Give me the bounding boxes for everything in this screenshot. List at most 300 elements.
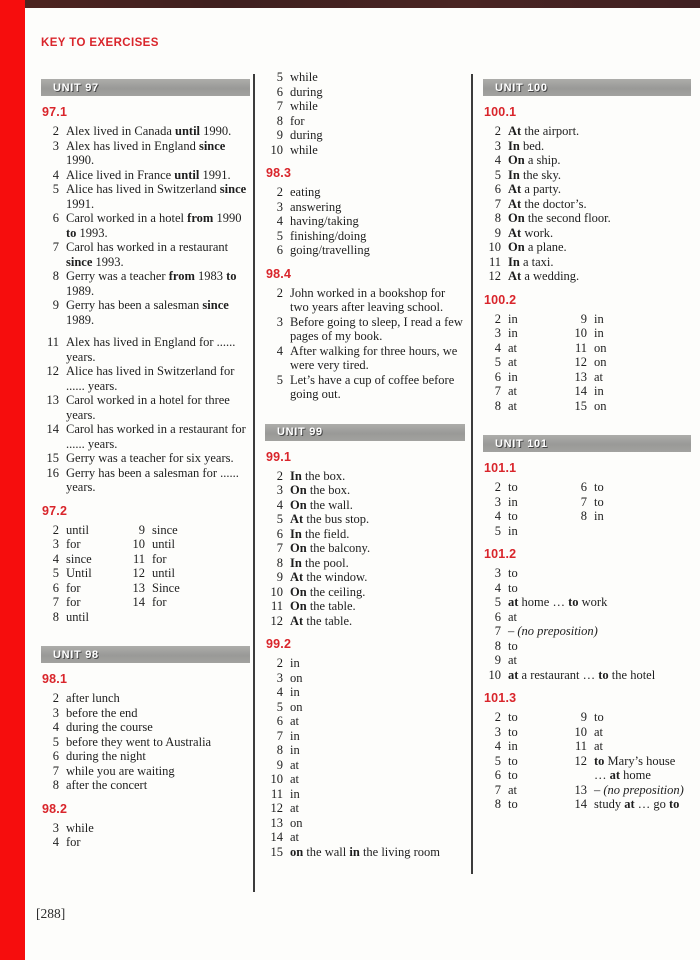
- item-number: 10: [574, 326, 587, 340]
- item-text: to: [508, 580, 518, 595]
- item-number: 14: [270, 830, 283, 844]
- answer-item: [483, 269, 691, 284]
- item-text: In the sky.: [508, 167, 562, 182]
- item-number: 4: [276, 497, 283, 512]
- item-number: 13: [574, 369, 587, 384]
- item-number: 12: [132, 566, 145, 580]
- answer-item: [483, 341, 569, 356]
- answer-list: [41, 821, 250, 850]
- answer-item: [41, 124, 250, 139]
- item-number: 9: [580, 311, 587, 326]
- answer-item: [265, 758, 465, 773]
- item-text: to: [508, 768, 518, 782]
- item-text: to: [508, 710, 518, 724]
- item-number: 3: [52, 820, 59, 835]
- item-text: On the balcony.: [290, 541, 371, 555]
- item-text: After walking for three hours, we were very tired.: [290, 343, 458, 372]
- answer-item: [569, 710, 691, 725]
- answer-item: [265, 229, 465, 244]
- item-number: 4: [276, 343, 283, 358]
- answer-item: [41, 778, 250, 793]
- item-text: Alice has lived in Switzerland for ...... years.: [66, 364, 235, 393]
- answer-item: [265, 114, 465, 129]
- item-text: at: [508, 340, 518, 355]
- item-text: for: [66, 835, 81, 849]
- item-text: until: [66, 522, 89, 537]
- item-text: On a ship.: [508, 153, 561, 167]
- item-text: In bed.: [508, 138, 545, 153]
- unit-header-bar: [41, 646, 250, 663]
- item-text: at: [508, 609, 518, 624]
- answer-item: [483, 399, 569, 414]
- item-number: 8: [52, 778, 59, 792]
- item-text: answering: [290, 199, 342, 214]
- item-text: On the wall.: [290, 497, 353, 512]
- answer-item: [41, 537, 127, 552]
- item-number: 6: [276, 84, 283, 99]
- item-number: 10: [488, 240, 501, 254]
- item-number: 6: [52, 211, 59, 225]
- item-text: during: [290, 84, 323, 99]
- item-text: at: [508, 355, 518, 369]
- section-number: 99.1: [266, 449, 292, 464]
- answer-item: [265, 286, 465, 315]
- answer-item: [41, 735, 250, 750]
- answer-item: [483, 610, 691, 625]
- item-number: 8: [52, 269, 59, 283]
- item-text: In the pool.: [290, 555, 349, 570]
- item-text: to: [508, 509, 518, 523]
- item-number: 6: [276, 243, 283, 257]
- item-text: after the concert: [66, 778, 148, 792]
- item-text: At the airport.: [508, 124, 580, 138]
- section-number: 98.2: [42, 801, 68, 816]
- answer-item: [265, 830, 465, 845]
- item-text: finishing/doing: [290, 228, 367, 243]
- item-number: 7: [276, 728, 283, 743]
- answer-item: [483, 653, 691, 668]
- answer-item: [483, 754, 569, 769]
- answer-item: [41, 764, 250, 779]
- answer-item: [483, 797, 569, 812]
- answer-item: [265, 128, 465, 143]
- answer-item: [569, 797, 691, 812]
- item-text: Alice has lived in Switzerland since 1991.: [66, 182, 247, 211]
- item-text: to Mary’s house … at home: [594, 753, 676, 782]
- item-number: 11: [132, 551, 145, 566]
- answer-list: [483, 124, 691, 284]
- item-number: 3: [494, 494, 501, 509]
- answer-list: [483, 566, 691, 682]
- item-number: 13: [270, 815, 283, 830]
- item-text: at: [290, 714, 300, 728]
- item-text: At the doctor’s.: [508, 196, 587, 211]
- item-text: Carol has worked in a restaurant for ...... years.: [66, 422, 246, 451]
- answer-item: [483, 639, 691, 654]
- answer-item: [569, 370, 691, 385]
- item-number: 8: [52, 609, 59, 624]
- answer-list: [265, 185, 465, 258]
- item-text: until: [66, 609, 89, 624]
- answer-item: [41, 581, 127, 596]
- item-number: 15: [270, 844, 283, 859]
- section-number: 101.3: [484, 691, 517, 705]
- answer-list: [265, 469, 465, 629]
- answer-item: [265, 469, 465, 484]
- answer-item: [569, 355, 691, 370]
- answer-item: [265, 816, 465, 831]
- answer-item: [41, 466, 250, 495]
- answer-list-two-col: [41, 523, 250, 625]
- item-text: at: [290, 830, 300, 844]
- answer-item: [265, 656, 465, 671]
- item-text: after lunch: [66, 691, 120, 705]
- item-number: 9: [494, 225, 501, 240]
- item-number: 11: [46, 335, 59, 349]
- answer-item: [265, 556, 465, 571]
- answer-item: [483, 739, 569, 754]
- section-number: 101.1: [484, 461, 517, 475]
- unit-header-bar: [265, 424, 465, 441]
- answer-item: [483, 495, 569, 510]
- answer-item: [265, 801, 465, 816]
- answer-item: [265, 143, 465, 158]
- section-number: 100.1: [484, 105, 517, 119]
- answer-item: [41, 610, 127, 625]
- answer-item: [483, 153, 691, 168]
- item-text: during: [290, 128, 323, 142]
- answer-item: [265, 315, 465, 344]
- answer-item: [569, 509, 691, 524]
- answer-item: [483, 768, 569, 783]
- answer-item: [265, 714, 465, 729]
- answer-item: [483, 226, 691, 241]
- item-number: 5: [494, 595, 501, 609]
- answer-item: [41, 595, 127, 610]
- item-number: 12: [270, 801, 283, 815]
- item-text: at: [508, 384, 518, 398]
- item-number: 5: [276, 512, 283, 526]
- item-text: at: [290, 757, 300, 772]
- unit-header-label: UNIT 98: [53, 648, 99, 661]
- item-number: 9: [52, 298, 59, 312]
- item-number: 16: [46, 465, 59, 480]
- answer-list-two-col: [483, 480, 691, 538]
- item-text: before the end: [66, 705, 138, 720]
- item-number: 4: [52, 167, 59, 182]
- item-text: Carol has worked in a restaurant since 1993.: [66, 240, 229, 269]
- item-text: to: [508, 638, 518, 653]
- item-number: 3: [52, 138, 59, 153]
- item-number: 12: [270, 613, 283, 628]
- answer-item: [265, 373, 465, 402]
- answer-item: [41, 211, 250, 240]
- item-text: in: [508, 326, 518, 340]
- item-text: to: [508, 566, 518, 580]
- item-number: 3: [494, 724, 501, 739]
- item-text: Carol worked in a hotel from 1990 to 1993.: [66, 211, 242, 240]
- item-text: At the bus stop.: [290, 512, 370, 526]
- item-number: 2: [52, 522, 59, 537]
- answer-item: [265, 243, 465, 258]
- item-text: Alice lived in France until 1991.: [66, 167, 231, 182]
- section-number: 99.2: [266, 637, 292, 651]
- answer-list-two-col: [483, 312, 691, 414]
- item-text: since: [66, 551, 92, 566]
- item-text: to: [594, 480, 604, 494]
- two-col-left: [483, 480, 569, 538]
- item-text: for: [152, 551, 167, 566]
- item-text: in: [594, 384, 604, 398]
- item-number: 5: [52, 182, 59, 196]
- item-number: 5: [52, 566, 59, 580]
- answer-column-3: [483, 76, 691, 812]
- answer-item: [483, 355, 569, 370]
- answer-item: [41, 182, 250, 211]
- item-text: on: [594, 340, 607, 355]
- item-number: 3: [52, 537, 59, 551]
- answer-item: [483, 370, 569, 385]
- item-text: At a wedding.: [508, 269, 580, 283]
- item-text: Gerry was a teacher from 1983 to 1989.: [66, 269, 237, 298]
- item-text: while: [66, 820, 94, 835]
- answer-item: [569, 399, 691, 414]
- answer-item: [265, 99, 465, 114]
- item-text: for: [290, 113, 305, 128]
- item-number: 10: [488, 667, 501, 682]
- item-number: 10: [270, 584, 283, 599]
- answer-list: [265, 70, 465, 157]
- answer-item: [569, 783, 691, 798]
- item-text: going/travelling: [290, 243, 370, 257]
- item-number: 3: [52, 705, 59, 720]
- item-text: during the night: [66, 749, 146, 763]
- item-text: Until: [66, 566, 92, 580]
- item-number: 3: [276, 314, 283, 329]
- item-number: 3: [276, 483, 283, 497]
- item-number: 2: [494, 311, 501, 326]
- item-text: Gerry was a teacher for six years.: [66, 451, 234, 465]
- item-text: in: [290, 786, 300, 801]
- answer-item: [265, 541, 465, 556]
- item-text: at a restaurant … to the hotel: [508, 667, 656, 682]
- item-text: on: [290, 815, 303, 830]
- item-text: before they went to Australia: [66, 734, 212, 749]
- answer-item: [483, 168, 691, 183]
- item-text: John worked in a bookshop for two years after leaving school.: [290, 285, 446, 314]
- item-text: in: [594, 326, 604, 340]
- answer-item: [569, 480, 691, 495]
- item-number: 5: [276, 699, 283, 714]
- answer-item: [41, 720, 250, 735]
- answer-item: [265, 614, 465, 629]
- item-number: 11: [574, 739, 587, 753]
- item-text: in: [290, 656, 300, 670]
- answer-item: [569, 739, 691, 754]
- answer-item: [41, 821, 250, 836]
- answer-item: [265, 85, 465, 100]
- answer-item: [41, 393, 250, 422]
- answer-item: [569, 725, 691, 740]
- item-number: 8: [276, 113, 283, 128]
- answer-item: [483, 211, 691, 226]
- unit-header-label: UNIT 101: [495, 437, 548, 450]
- item-number: 9: [138, 522, 145, 537]
- item-number: 4: [276, 685, 283, 699]
- item-number: 2: [494, 710, 501, 724]
- item-text: On the second floor.: [508, 211, 611, 225]
- item-number: 5: [494, 523, 501, 538]
- answer-item: [127, 552, 250, 567]
- item-text: in: [290, 685, 300, 699]
- item-text: in: [508, 739, 518, 753]
- answer-item: [41, 706, 250, 721]
- item-text: in: [508, 311, 518, 326]
- item-number: 7: [494, 782, 501, 797]
- item-number: 14: [574, 797, 587, 811]
- unit-header-label: UNIT 97: [53, 81, 99, 94]
- answer-item: [265, 483, 465, 498]
- answer-item: [41, 749, 250, 764]
- item-text: to: [508, 797, 518, 811]
- answer-item: [127, 537, 250, 552]
- column-divider: [471, 74, 473, 874]
- item-text: eating: [290, 185, 321, 199]
- answer-item: [483, 524, 569, 539]
- item-number: 4: [52, 551, 59, 566]
- item-text: On a plane.: [508, 240, 567, 254]
- answer-item: [483, 710, 569, 725]
- item-number: 6: [276, 714, 283, 728]
- item-number: 13: [132, 580, 145, 595]
- item-text: while: [290, 99, 318, 113]
- item-text: On the ceiling.: [290, 584, 366, 599]
- item-text: at: [594, 739, 604, 753]
- item-number: 5: [494, 753, 501, 768]
- item-number: 10: [132, 537, 145, 551]
- answer-item: [265, 214, 465, 229]
- answer-item: [127, 581, 250, 596]
- item-text: having/taking: [290, 214, 359, 228]
- item-number: 9: [494, 653, 501, 667]
- item-number: 8: [276, 743, 283, 757]
- answer-item: [41, 168, 250, 183]
- item-text: until: [152, 566, 175, 580]
- item-text: At the table.: [290, 613, 353, 628]
- item-number: 10: [270, 772, 283, 786]
- item-number: 7: [494, 384, 501, 398]
- answer-item: [41, 422, 250, 451]
- unit-header-label: UNIT 100: [495, 81, 548, 94]
- answer-item: [569, 312, 691, 327]
- answer-item: [265, 671, 465, 686]
- item-text: At a party.: [508, 182, 561, 196]
- unit-header-bar: [41, 79, 250, 96]
- item-number: 5: [494, 355, 501, 369]
- item-number: 8: [494, 211, 501, 225]
- answer-item: [127, 566, 250, 581]
- answer-item: [483, 255, 691, 270]
- item-number: 7: [276, 99, 283, 113]
- item-text: for: [66, 580, 81, 595]
- item-number: 4: [52, 720, 59, 734]
- item-text: in: [290, 728, 300, 743]
- item-number: 4: [494, 153, 501, 167]
- item-text: – (no preposition): [594, 782, 684, 797]
- section-number: 98.1: [42, 672, 68, 686]
- answer-item: [483, 240, 691, 255]
- answer-item: [569, 495, 691, 510]
- item-number: 14: [132, 595, 145, 609]
- answer-item: [265, 527, 465, 542]
- item-number: 3: [276, 199, 283, 214]
- item-text: to: [594, 494, 604, 509]
- item-number: 7: [52, 763, 59, 778]
- answer-item: [41, 523, 127, 538]
- item-text: in: [508, 523, 518, 538]
- item-number: 6: [276, 526, 283, 541]
- item-number: 11: [270, 599, 283, 613]
- item-number: 4: [494, 509, 501, 523]
- item-number: 6: [580, 480, 587, 494]
- answer-item: [265, 599, 465, 614]
- item-number: 4: [494, 340, 501, 355]
- answer-item: [265, 845, 465, 860]
- answer-item: [265, 185, 465, 200]
- item-text: study at … go to: [594, 797, 680, 811]
- item-text: to: [508, 753, 518, 768]
- item-number: 8: [494, 797, 501, 811]
- unit-header-bar: [483, 435, 691, 452]
- item-number: 4: [276, 214, 283, 228]
- item-text: at: [290, 801, 300, 815]
- item-number: 2: [276, 285, 283, 300]
- two-col-left: [41, 523, 127, 625]
- item-text: Alex has lived in England since 1990.: [66, 138, 226, 167]
- two-col-right: [569, 312, 691, 414]
- item-number: 15: [574, 398, 587, 413]
- two-col-left: [483, 710, 569, 812]
- item-text: Before going to sleep, I read a few pages of my book.: [290, 314, 463, 343]
- item-number: 8: [494, 638, 501, 653]
- answer-item: [265, 787, 465, 802]
- item-text: At work.: [508, 225, 554, 240]
- answer-item: [265, 344, 465, 373]
- item-text: in: [508, 494, 518, 509]
- section-number: 98.4: [266, 266, 292, 281]
- item-text: for: [66, 595, 81, 609]
- item-text: since: [152, 522, 178, 537]
- answer-item: [41, 335, 250, 364]
- answer-item: [265, 743, 465, 758]
- item-number: 7: [52, 595, 59, 609]
- answer-item: [41, 298, 250, 327]
- answer-item: [483, 509, 569, 524]
- answer-item: [265, 700, 465, 715]
- answer-item: [265, 570, 465, 585]
- item-text: In the box.: [290, 468, 346, 483]
- item-number: 2: [276, 185, 283, 199]
- answer-item: [483, 480, 569, 495]
- unit-header-bar: [483, 79, 691, 96]
- answer-item: [41, 566, 127, 581]
- item-number: 2: [494, 480, 501, 494]
- item-text: at: [508, 782, 518, 797]
- item-number: 8: [494, 398, 501, 413]
- answer-item: [483, 182, 691, 197]
- item-text: to: [508, 724, 518, 739]
- item-number: 14: [574, 384, 587, 398]
